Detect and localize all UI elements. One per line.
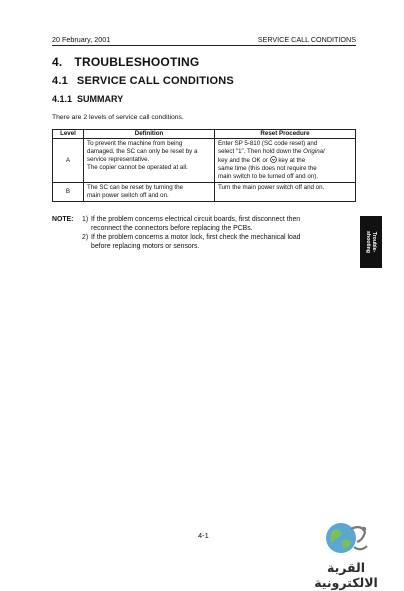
level-cell: B — [53, 183, 84, 202]
note-marker: 2) — [82, 234, 89, 241]
reset-line-text: key and the OK or — [218, 157, 270, 164]
subsection-number: 4.1.1 — [52, 94, 73, 104]
reset-line-text: select "1". Then hold down the — [218, 148, 304, 155]
chapter-side-tab — [360, 216, 382, 268]
section-title: SERVICE CALL CONDITIONS — [76, 75, 234, 87]
watermark-text: القرية الالكترونية — [314, 560, 378, 590]
reset-line: main switch to be turned off and on). — [218, 173, 318, 180]
watermark — [294, 520, 398, 590]
reset-line: Turn the main power switch off and on. — [218, 184, 325, 191]
subsection-heading — [52, 94, 123, 104]
original-key-label: Original — [303, 148, 325, 155]
level-cell: A — [53, 139, 84, 183]
column-header-level: Level — [53, 130, 84, 139]
note-label: NOTE: — [52, 216, 74, 223]
note-line: If the problem concerns a motor lock, first check the mechanical load — [91, 234, 301, 241]
chapter-heading — [52, 55, 199, 69]
definition-line: The copier cannot be operated at all. — [87, 164, 188, 171]
note-line: If the problem concerns electrical circuit boards, first disconnect then — [91, 216, 301, 223]
note-line: before replacing motors or sensors. — [91, 242, 200, 250]
globe-logo-icon — [321, 520, 371, 560]
header-date: 20 February, 2001 — [52, 35, 111, 44]
definition-line: The SC can be reset by turning the — [87, 184, 183, 191]
definition-cell — [84, 139, 215, 183]
definition-line: damaged, the SC can only be reset by a — [87, 148, 198, 155]
start-key-icon — [270, 156, 277, 163]
definition-cell — [84, 183, 215, 202]
reset-line: Enter SP 5-810 (SC code reset) and — [218, 140, 318, 147]
note-line: reconnect the connectors before replacing the PCBs. — [91, 224, 253, 232]
reset-line-text: key at the — [276, 157, 306, 164]
column-header-definition: Definition — [84, 130, 215, 139]
page-header — [52, 30, 356, 44]
side-tab-line: shooting — [365, 231, 371, 253]
reset-procedure-cell — [215, 183, 356, 202]
subsection-title: SUMMARY — [77, 94, 124, 104]
column-header-reset: Reset Procedure — [215, 130, 356, 139]
reset-line — [218, 156, 352, 165]
note-text — [91, 216, 300, 233]
page-number: 4-1 — [198, 531, 209, 540]
reset-line: same time (this does not require the — [218, 165, 317, 172]
definition-line: To prevent the machine from being — [87, 140, 183, 147]
table-header-row — [53, 130, 356, 139]
side-tab-line: Trouble- — [371, 231, 377, 253]
reset-procedure-cell — [215, 139, 356, 183]
table-row — [53, 183, 356, 202]
header-divider — [52, 45, 356, 46]
note-text — [91, 234, 301, 251]
header-section: SERVICE CALL CONDITIONS — [257, 35, 356, 44]
service-call-table — [52, 129, 356, 202]
side-tab-label — [365, 231, 377, 253]
chapter-title: TROUBLESHOOTING — [74, 55, 200, 69]
definition-line: service representative. — [87, 156, 150, 163]
table-row — [53, 139, 356, 183]
section-heading — [52, 75, 234, 87]
reset-line — [218, 148, 352, 156]
intro-paragraph: There are 2 levels of service call conditions. — [52, 114, 184, 121]
chapter-number: 4. — [52, 55, 63, 69]
note-marker: 1) — [82, 216, 89, 223]
definition-line: main power switch off and on. — [87, 192, 169, 199]
section-number: 4.1 — [52, 75, 68, 87]
